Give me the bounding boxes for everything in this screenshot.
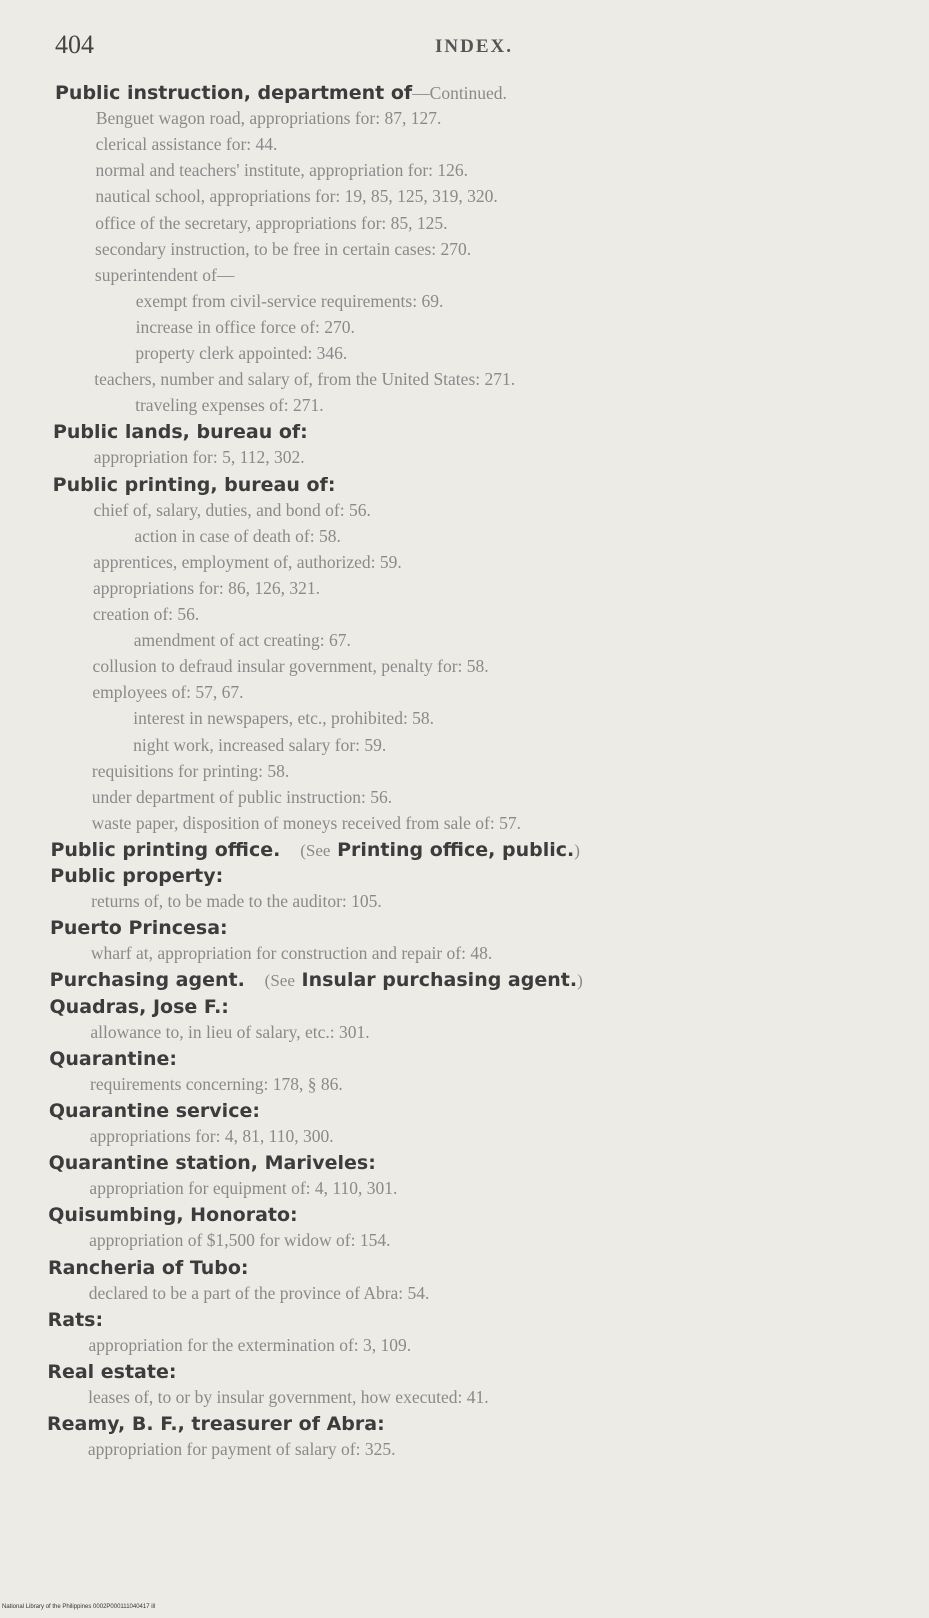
index-subentry: normal and teachers' institute, appropriation for: 126.	[95, 160, 469, 181]
index-subentry: appropriation for the extermination of: 3, 109.	[88, 1334, 412, 1355]
index-subsubentry: amendment of act creating: 67.	[133, 630, 351, 651]
scan-footer: National Library of the Philippines 0002P000111040417 ill	[2, 1604, 156, 1610]
heading-text: Reamy, B. F., treasurer of Abra:	[47, 1413, 385, 1436]
index-heading	[53, 474, 336, 496]
index-heading	[48, 1309, 103, 1331]
index-heading	[48, 1204, 297, 1226]
index-subentry: secondary instruction, to be free in certain cases: 270.	[95, 238, 472, 259]
index-subentry: allowance to, in lieu of salary, etc.: 301.	[90, 1021, 370, 1042]
running-title: INDEX.	[435, 36, 513, 57]
index-heading	[50, 969, 583, 991]
see-reference-label: (See	[264, 971, 295, 991]
index-subentry: creation of: 56.	[92, 604, 200, 624]
index-heading	[48, 1257, 249, 1279]
index-heading	[55, 82, 507, 104]
index-subsubentry: exempt from civil-service requirements: 69.	[135, 290, 444, 311]
see-reference-target: Printing office, public.	[337, 838, 575, 861]
index-subentry: employees of: 57, 67.	[92, 682, 244, 703]
index-subentry: appropriations for: 4, 81, 110, 300.	[89, 1126, 334, 1146]
index-subentry: appropriation for equipment of: 4, 110, 301.	[89, 1178, 398, 1199]
index-heading	[53, 421, 308, 443]
heading-text: Quarantine station, Mariveles:	[48, 1152, 376, 1175]
heading-text: Quadras, Jose F.:	[49, 995, 229, 1018]
index-subentry: appropriation for payment of salary of: 325.	[87, 1439, 396, 1460]
see-reference-close: )	[574, 840, 580, 860]
heading-text: Quarantine service:	[48, 1099, 260, 1122]
index-subentry: leases of, to or by insular government, how executed: 41.	[88, 1387, 489, 1407]
index-subentry: collusion to defraud insular government, penalty for: 58.	[92, 656, 489, 677]
index-subentry: requisitions for printing: 58.	[91, 760, 290, 781]
index-subsubentry: increase in office force of: 270.	[135, 316, 355, 337]
heading-text: Puerto Princesa:	[49, 917, 228, 940]
index-subsubentry: property clerk appointed: 346.	[135, 343, 348, 363]
index-subentry: under department of public instruction: 56.	[91, 786, 393, 807]
heading-text: Rancheria of Tubo:	[47, 1256, 249, 1279]
see-reference-target: Insular purchasing agent.	[301, 969, 578, 992]
index-heading	[47, 1413, 385, 1435]
index-subentry: nautical school, appropriations for: 19, 85, 125, 319, 320.	[95, 186, 498, 207]
index-subsubentry: night work, increased salary for: 59.	[133, 734, 387, 755]
index-subentry: superintendent of—	[94, 264, 235, 285]
index-subsubentry: interest in newspapers, etc., prohibited: 58.	[133, 708, 435, 729]
index-subentry: declared to be a part of the province of Abra: 54.	[88, 1282, 430, 1303]
heading-text: Public printing office.	[50, 838, 281, 861]
index-subentry: returns of, to be made to the auditor: 105.	[91, 891, 382, 912]
index-subentry: teachers, number and salary of, from the United States: 271.	[94, 369, 516, 390]
index-subsubentry: action in case of death of: 58.	[134, 525, 341, 546]
index-heading	[50, 996, 229, 1018]
heading-text: Public lands, bureau of:	[52, 421, 308, 444]
heading-text: Public printing, bureau of:	[52, 473, 336, 496]
page-number: 404	[55, 30, 94, 59]
see-reference-label: (See	[300, 840, 331, 860]
index-heading	[49, 1048, 177, 1070]
index-subentry: appropriation for: 5, 112, 302.	[93, 447, 305, 468]
heading-text: Quisumbing, Honorato:	[48, 1204, 298, 1227]
page-header	[55, 30, 855, 60]
index-heading	[49, 1100, 260, 1122]
index-subentry: Benguet wagon road, appropriations for: 87, 127.	[95, 108, 442, 129]
heading-text: Public instruction, department of	[55, 82, 413, 104]
index-subsubentry: traveling expenses of: 271.	[135, 395, 324, 416]
index-subentry: requirements concerning: 178, § 86.	[90, 1073, 343, 1094]
index-heading	[50, 839, 579, 861]
index-subentry: apprentices, employment of, authorized: 59.	[93, 551, 402, 572]
see-reference-close: )	[577, 971, 583, 991]
index-subentry: waste paper, disposition of moneys received from sale of: 57.	[91, 812, 522, 833]
heading-text: Real estate:	[47, 1360, 177, 1383]
index-subentry: clerical assistance for: 44.	[95, 134, 278, 155]
index-heading	[47, 1361, 176, 1383]
index-heading	[50, 917, 228, 939]
index-subentry: office of the secretary, appropriations for: 85, 125.	[95, 212, 448, 233]
index-heading	[49, 1152, 376, 1174]
continued-note: —Continued.	[412, 83, 507, 103]
heading-text: Rats:	[47, 1308, 104, 1331]
index-subentry: chief of, salary, duties, and bond of: 56.	[93, 499, 371, 520]
index-subentry: appropriations for: 86, 126, 321.	[93, 577, 320, 598]
heading-text: Public property:	[50, 865, 224, 887]
heading-text: Purchasing agent.	[49, 969, 245, 992]
index-subentry: wharf at, appropriation for construction and repair of: 48.	[90, 943, 493, 964]
index-subentry: appropriation of $1,500 for widow of: 154.	[89, 1230, 391, 1251]
heading-text: Quarantine:	[49, 1047, 178, 1070]
index-heading	[50, 865, 223, 887]
